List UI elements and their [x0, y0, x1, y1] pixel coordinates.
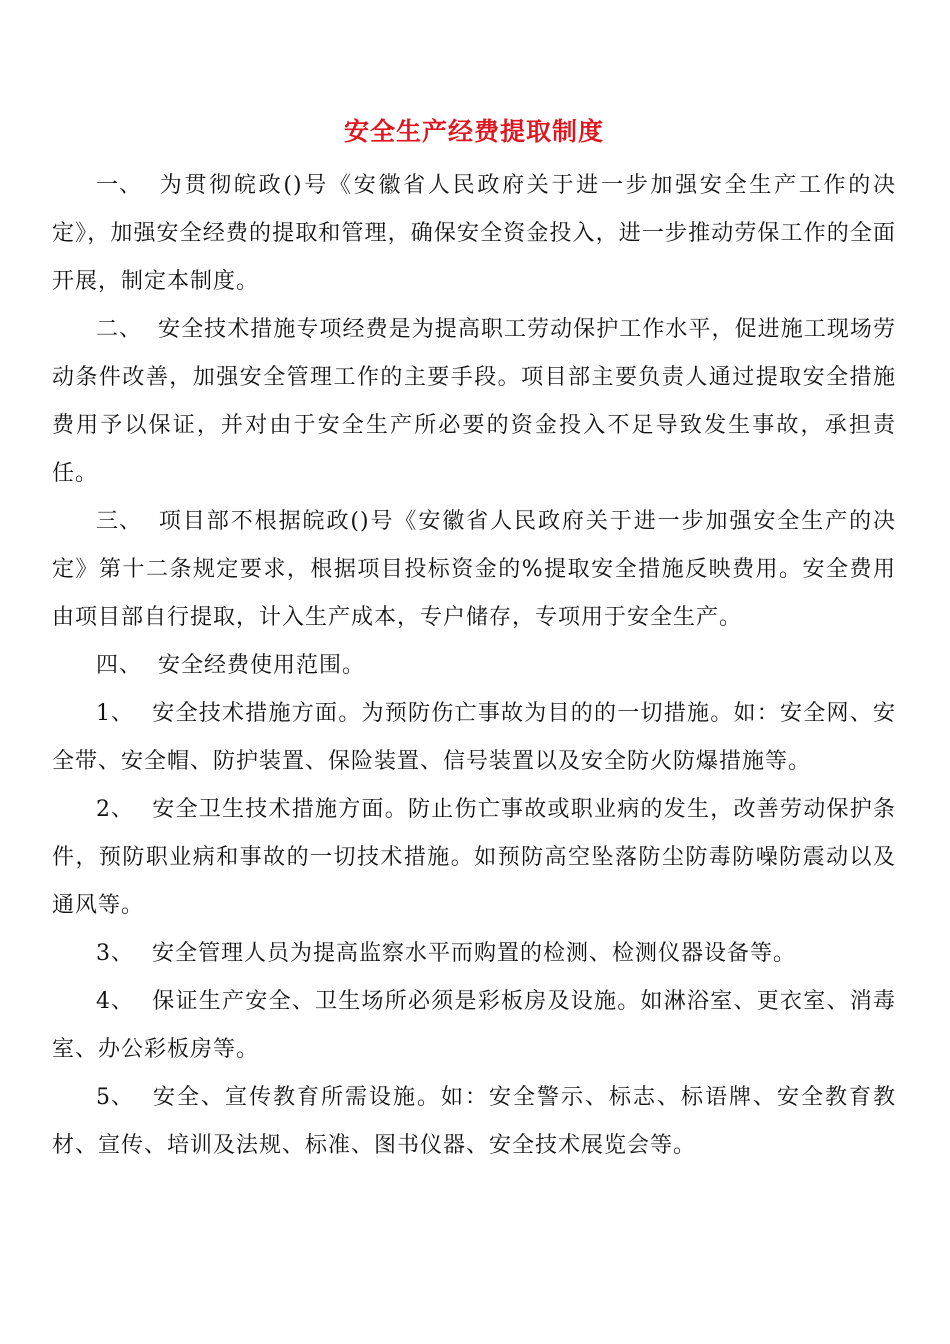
list-item-number: 5、 — [96, 1085, 134, 1110]
list-item-text: 保证生产安全、卫生场所必须是彩板房及设施。如淋浴室、更衣室、消毒室、办公彩板房等。 — [52, 989, 896, 1062]
paragraph-text: 为贯彻皖政()号《安徽省人民政府关于进一步加强安全生产工作的决定》，加强安全经费的提取和管理，确保安全资金投入，进一步推动劳保工作的全面开展，制定本制度。 — [52, 173, 896, 294]
list-item-number: 3、 — [96, 941, 134, 966]
paragraph-number: 一、 — [96, 173, 143, 198]
list-item-4 — [52, 978, 896, 1074]
list-item-text: 安全、宣传教育所需设施。如：安全警示、标志、标语牌、安全教育教材、宣传、培训及法规、标准、图书仪器、安全技术展览会等。 — [52, 1085, 896, 1158]
paragraph-4 — [52, 642, 896, 690]
list-item-3 — [52, 930, 896, 978]
list-item-text: 安全卫生技术措施方面。防止伤亡事故或职业病的发生，改善劳动保护条件，预防职业病和事故的一切技术措施。如预防高空坠落防尘防毒防噪防震动以及通风等。 — [52, 797, 896, 918]
paragraph-text: 安全技术措施专项经费是为提高职工劳动保护工作水平，促进施工现场劳动条件改善，加强安全管理工作的主要手段。项目部主要负责人通过提取安全措施费用予以保证，并对由于安全生产所必要的资金投入不足导致发生事故，承担责任。 — [52, 317, 896, 486]
document-page — [52, 112, 896, 1170]
list-item-number: 2、 — [96, 797, 134, 822]
list-item-text: 安全技术措施方面。为预防伤亡事故为目的的一切措施。如：安全网、安全带、安全帽、防护装置、保险装置、信号装置以及安全防火防爆措施等。 — [52, 701, 896, 774]
list-item-number: 1、 — [96, 701, 134, 726]
paragraph-number: 二、 — [96, 317, 143, 342]
paragraph-3 — [52, 498, 896, 642]
paragraph-number: 四、 — [96, 653, 143, 678]
paragraph-text: 安全经费使用范围。 — [158, 653, 366, 678]
paragraph-text: 项目部不根据皖政()号《安徽省人民政府关于进一步加强安全生产的决定》第十二条规定要求，根据项目投标资金的%提取安全措施反映费用。安全费用由项目部自行提取，计入生产成本，专户储存，专项用于安全生产。 — [52, 509, 896, 630]
list-item-2 — [52, 786, 896, 930]
document-title: 安全生产经费提取制度 — [343, 117, 604, 146]
list-item-5 — [52, 1074, 896, 1170]
list-item-number: 4、 — [96, 989, 134, 1014]
list-item-text: 安全管理人员为提高监察水平而购置的检测、检测仪器设备等。 — [152, 941, 797, 966]
paragraph-number: 三、 — [96, 509, 143, 534]
paragraph-1 — [52, 162, 896, 306]
paragraph-2 — [52, 306, 896, 498]
list-item-1 — [52, 690, 896, 786]
